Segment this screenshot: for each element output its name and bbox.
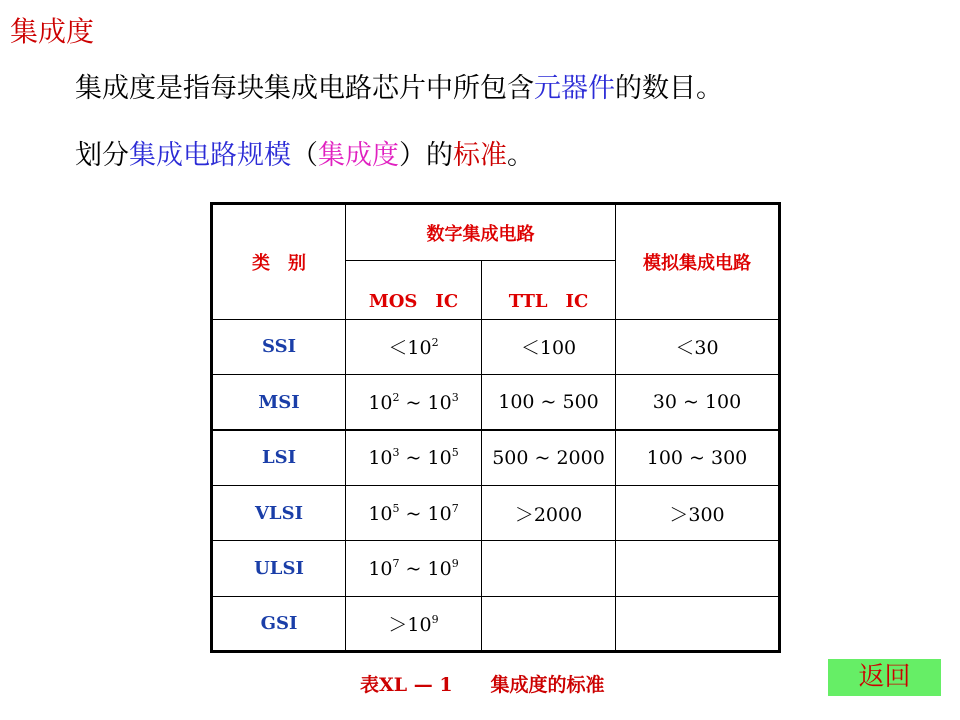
exponent: 7 [451, 501, 459, 515]
header-category: 类 别 [212, 204, 346, 320]
mos-ic-value [346, 541, 482, 596]
exponent: 3 [451, 390, 459, 404]
mos-ic-value [346, 319, 482, 374]
definition-prefix: 集成度是指每块集成电路芯片中所包含 [75, 73, 534, 104]
exponent: 5 [451, 446, 459, 460]
analog-value [616, 541, 780, 596]
analog-value: ＞300 [616, 485, 780, 540]
ttl-ic-value: 100 ~ 500 [482, 375, 616, 430]
value-text: 10 [368, 447, 393, 470]
row-category: VLSI [212, 485, 346, 540]
paren-open: （ [291, 140, 318, 171]
mos-ic-value [346, 430, 482, 485]
analog-value: 100 ~ 300 [616, 430, 780, 485]
header-digital: 数字集成电路 [346, 204, 616, 261]
exponent: 9 [451, 556, 459, 570]
row-category: MSI [212, 375, 346, 430]
value-text: 10 [368, 391, 393, 414]
page-title: 集成度 [10, 15, 95, 48]
header-mos-ic: MOS IC [346, 261, 482, 319]
standard-line [75, 133, 534, 172]
ttl-ic-value [482, 541, 616, 596]
standard-mid: 的 [426, 140, 453, 171]
row-category: LSI [212, 430, 346, 485]
exponent: 5 [392, 501, 400, 515]
ttl-ic-value: 500 ~ 2000 [482, 430, 616, 485]
standard-prefix: 划分 [75, 140, 129, 171]
back-button[interactable]: 返回 [828, 659, 941, 696]
value-text: ~ 10 [399, 447, 452, 470]
ttl-ic-value: ＞2000 [482, 485, 616, 540]
value-text: ＜10 [388, 337, 432, 360]
ic-scale-term: 集成电路规模 [129, 140, 291, 171]
components-term: 元器件 [534, 73, 615, 104]
value-text: ~ 10 [399, 502, 452, 525]
analog-value: 30 ~ 100 [616, 375, 780, 430]
value-text: ~ 10 [399, 557, 452, 580]
row-category: GSI [212, 596, 346, 651]
ttl-ic-value [482, 596, 616, 651]
mos-ic-value [346, 485, 482, 540]
header-ttl-ic: TTL IC [482, 261, 616, 319]
exponent: 9 [431, 612, 439, 626]
value-text: ~ 10 [399, 391, 452, 414]
row-category: ULSI [212, 541, 346, 596]
header-analog: 模拟集成电路 [616, 204, 780, 320]
exponent: 3 [392, 446, 400, 460]
integration-standard-table [210, 202, 781, 653]
mos-ic-value [346, 596, 482, 651]
exponent: 2 [392, 390, 400, 404]
value-text: ＞10 [388, 613, 432, 636]
definition-line [75, 66, 723, 105]
integration-term: 集成度 [318, 140, 399, 171]
table-caption: 表XL — 1 集成度的标准 [360, 674, 605, 696]
exponent: 7 [392, 556, 400, 570]
mos-ic-value [346, 375, 482, 430]
definition-suffix: 的数目。 [615, 73, 723, 104]
paren-close: ） [399, 140, 426, 171]
value-text: 10 [368, 557, 393, 580]
standard-end: 。 [507, 140, 534, 171]
exponent: 2 [431, 336, 439, 350]
ttl-ic-value: ＜100 [482, 319, 616, 374]
value-text: 10 [368, 502, 393, 525]
analog-value [616, 596, 780, 651]
analog-value: ＜30 [616, 319, 780, 374]
row-category: SSI [212, 319, 346, 374]
standard-term: 标准 [453, 140, 507, 171]
